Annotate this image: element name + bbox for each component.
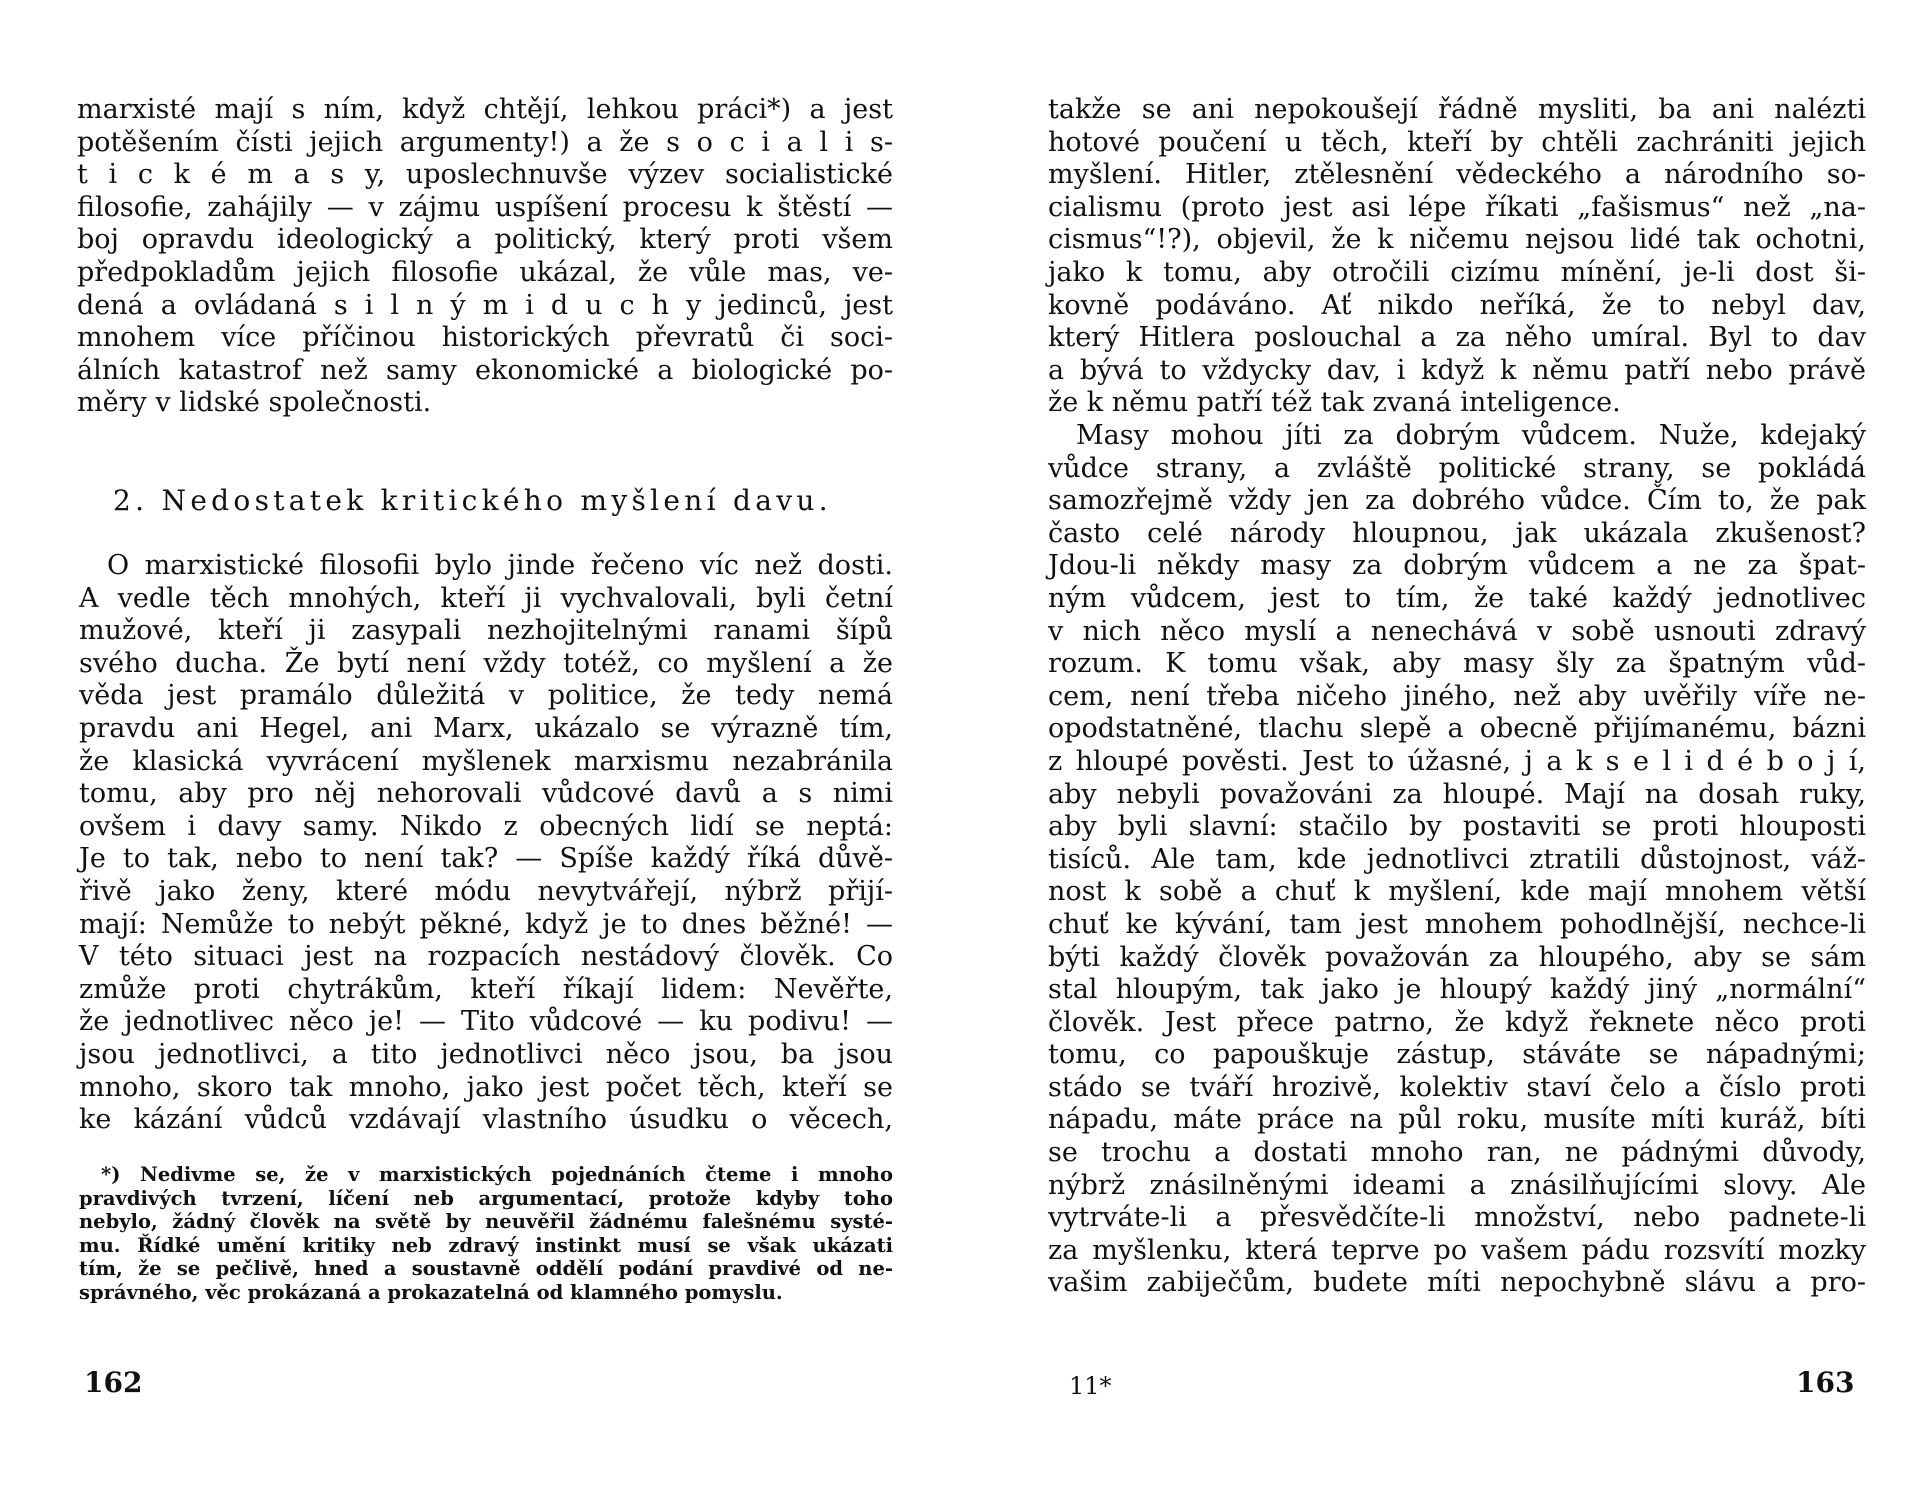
text-line: člověk. Jest přece patrno, že když řeknete něco proti — [1048, 1006, 1866, 1038]
text-line: filosofie, zahájily — v zájmu uspíšení procesu k štěstí — — [77, 191, 893, 223]
text-line: álních katastrof než samy ekonomické a biologické po- — [77, 354, 893, 386]
text-line: že jednotlivec něco je! — Tito vůdcové — ku podivu! — — [79, 1006, 893, 1038]
text-line: dená a ovládaná s i l n ý m i d u c h y jedinců, jest — [77, 289, 893, 321]
text-line: z hloupé pověsti. Jest to úžasné, j a k s e l i d é b o j í, — [1048, 745, 1866, 777]
text-line: tisíců. Ale tam, kde jednotlivci ztratili důstojnost, váž- — [1048, 843, 1866, 875]
text-line: marxisté mají s ním, když chtějí, lehkou práci*) a jest — [77, 94, 893, 125]
text-line: vytrváte-li a přesvědčíte-li množství, nebo padnete-li — [1048, 1202, 1866, 1234]
footnote-line: správného, věc prokázaná a prokazatelná od klamného pomyslu. — [79, 1280, 783, 1304]
text-line: nýbrž znásilněnými ideami a znásilňujícími slovy. Ale — [1048, 1169, 1866, 1201]
text-line: ným vůdcem, jest to tím, že také každý jednotlivec — [1048, 582, 1866, 614]
text-line: myšlení. Hitler, ztělesnění vědeckého a národního so- — [1048, 159, 1866, 191]
text-line: Jdou-li někdy masy za dobrým vůdcem a ne za špat- — [1048, 550, 1866, 582]
text-line: věda jest pramálo důležitá v politice, že tedy nemá — [79, 680, 893, 712]
text-line: svého ducha. Že bytí není vždy totéž, co myšlení a že — [79, 647, 893, 679]
text-line: za myšlenku, která teprve po vašem pádu rozsvítí mozky — [1048, 1234, 1866, 1266]
left-paragraph-2 — [79, 550, 893, 1137]
footnote-line: tím, že se pečlivě, hned a soustavně oddělí podání pravdivé od ne- — [79, 1257, 893, 1280]
text-line: mnoho, skoro tak mnoho, jako jest počet těch, kteří se — [79, 1071, 893, 1103]
text-line: se trochu a dostati mnoho ran, ne pádnými důvody, — [1048, 1137, 1866, 1169]
text-line: cismus“!?), objevil, že k ničemu nejsou lidé tak ochotni, — [1048, 224, 1866, 256]
text-line: předpokladům jejich filosofie ukázal, že vůle mas, ve- — [77, 256, 893, 288]
text-line: O marxistické filosofii bylo jinde řečeno víc než dosti. — [107, 550, 893, 581]
footnote — [79, 1163, 893, 1304]
text-line: mají: Nemůže to nebýt pěkné, když je to dnes běžné! — — [79, 908, 893, 940]
footnote-line: mu. Řídké umění kritiky neb zdravý instinkt musí se však ukázati — [79, 1233, 893, 1257]
left-paragraph-1 — [77, 94, 893, 420]
page-number: 163 — [1796, 1366, 1855, 1399]
section-heading: 2. Nedostatek kritického myšlení davu. — [113, 484, 832, 517]
right-paragraph-1 — [1048, 94, 1866, 420]
text-line: opodstatněné, tlachu slepě a obecně přijímanému, bázni — [1048, 713, 1866, 745]
text-line: pravdu ani Hegel, ani Marx, ukázalo se výrazně tím, — [79, 712, 893, 744]
text-line: řivě jako ženy, které módu nevytvářejí, nýbrž přijí- — [79, 875, 893, 907]
text-line: býti každý člověk považován za hloupého, aby se sám — [1048, 941, 1866, 973]
footnote-line: nebylo, žádný člověk na světě by neuvěřil žádnému falešnému systé- — [79, 1210, 893, 1233]
text-line: kovně podáváno. Ať nikdo neříká, že to nebyl dav, — [1048, 289, 1866, 321]
text-line: ke kázání vůdců vzdávají vlastního úsudku o věcech, — [79, 1104, 893, 1136]
text-line: ovšem i davy samy. Nikdo z obecných lidí se neptá: — [79, 810, 893, 842]
text-line: vašim zabiječům, budete míti nepochybně slávu a pro- — [1048, 1267, 1866, 1299]
text-line: aby byli slavní: stačilo by postaviti se proti hlouposti — [1048, 811, 1866, 843]
text-line: V této situaci jest na rozpacích nestádový člověk. Co — [79, 941, 893, 973]
text-line: stal hloupým, tak jako je hloupý každý jiný „normální“ — [1048, 974, 1866, 1006]
text-line: že klasická vyvrácení myšlenek marxismu nezabránila — [79, 745, 893, 777]
text-line: A vedle těch mnohých, kteří ji vychvalovali, byli četní — [79, 582, 893, 614]
signature-mark: 11* — [1069, 1372, 1112, 1400]
text-line: tomu, co papouškuje zástup, stáváte se nápadnými; — [1048, 1039, 1866, 1071]
text-line: stádo se tváří hrozivě, kolektiv staví čelo a číslo proti — [1048, 1071, 1866, 1103]
footnote-line: pravdivých tvrzení, líčení neb argumentací, protože kdyby toho — [79, 1186, 893, 1210]
page-number: 162 — [84, 1366, 143, 1399]
text-line: měry v lidské společnosti. — [77, 387, 432, 419]
text-line: nápadu, máte práce na půl roku, musíte míti kuráž, bíti — [1048, 1104, 1866, 1136]
text-line: zmůže proti chytrákům, kteří říkají lidem: Nevěřte, — [79, 973, 893, 1005]
footnote-line: *) Nedivme se, že v marxistických pojednáních čteme i mnoho — [101, 1163, 893, 1186]
text-line: mnohem více příčinou historických převratů či soci- — [77, 322, 893, 354]
text-line: vůdce strany, a zvláště politické strany, se pokládá — [1048, 452, 1866, 484]
text-line: a bývá to vždycky dav, i když k němu patří nebo právě — [1048, 354, 1866, 386]
text-line: hotové poučení u těch, kteří by chtěli zachrániti jejich — [1048, 126, 1866, 158]
text-line: rozum. K tomu však, aby masy šly za špatným vůd- — [1048, 648, 1866, 680]
text-line: že k němu patří též tak zvaná inteligence. — [1048, 387, 1621, 419]
text-line: Masy mohou jíti za dobrým vůdcem. Nuže, kdejaký — [1076, 420, 1866, 451]
text-line: cem, není třeba ničeho jiného, než aby uvěřily víře ne- — [1048, 680, 1866, 712]
text-line: často celé národy hloupnou, jak ukázala zkušenost? — [1048, 517, 1866, 549]
text-line: samozřejmě vždy jen za dobrého vůdce. Čím to, že pak — [1048, 485, 1866, 517]
text-line: Je to tak, nebo to není tak? — Spíše každý říká důvě- — [79, 843, 893, 875]
text-line: jsou jednotlivci, a tito jednotlivci něco jsou, ba jsou — [79, 1038, 893, 1070]
right-paragraph-2 — [1048, 420, 1866, 1300]
text-line: nost k sobě a chuť k myšlení, kde mají mnohem větší — [1048, 876, 1866, 908]
text-line: t i c k é m a s y, uposlechnuvše výzev socialistické — [77, 159, 893, 191]
text-line: jako k tomu, aby otročili cizímu mínění, je-li dost ši- — [1048, 256, 1866, 288]
right-page — [961, 0, 1922, 1500]
text-line: cialismu (proto jest asi lépe říkati „fašismus“ než „na- — [1048, 191, 1866, 223]
text-line: tomu, aby pro něj nehorovali vůdcové davů a s nimi — [79, 778, 893, 810]
text-line: v nich něco myslí a nenechává v sobě usnouti zdravý — [1048, 615, 1866, 647]
text-line: mužové, kteří ji zasypali nezhojitelnými ranami šípů — [79, 615, 893, 647]
text-line: boj opravdu ideologický a politický, který proti všem — [77, 224, 893, 256]
text-line: potěšením čísti jejich argumenty!) a že s o c i a l i s- — [77, 126, 893, 158]
text-line: který Hitlera poslouchal a za něho umíral. Byl to dav — [1048, 322, 1866, 354]
text-line: aby nebyli považováni za hloupé. Mají na dosah ruky, — [1048, 778, 1866, 810]
text-line: chuť ke kývání, tam jest mnohem pohodlnější, nechce-li — [1048, 908, 1866, 940]
text-line: takže se ani nepokoušejí řádně mysliti, ba ani nalézti — [1048, 94, 1866, 125]
